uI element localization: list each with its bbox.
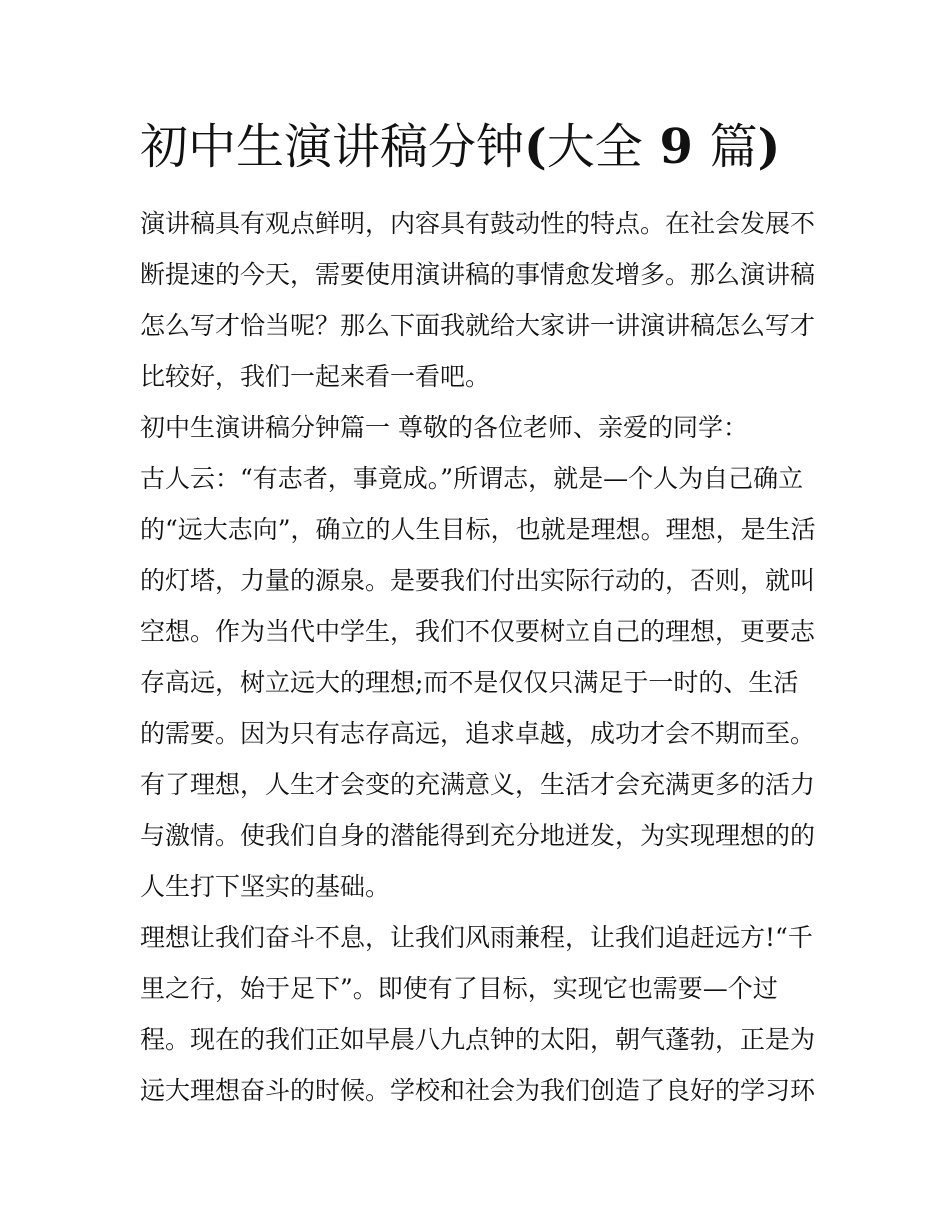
text-line: 断提速的今天，需要使用演讲稿的事情愈发增多。那么演讲稿 <box>140 260 816 289</box>
text-line: 里之行，始于足下”。即使有了目标，实现它也需要—个过 <box>140 974 778 1003</box>
text-line: 的需要。因为只有志存高远，追求卓越，成功才会不期而至。 <box>140 719 816 748</box>
text-line: 比较好，我们一起来看一看吧。 <box>140 362 491 391</box>
text-line: 的“远大志向”，确立的人生目标，也就是理想。理想，是生活 <box>140 515 816 544</box>
text-line: 有了理想，人生才会变的充满意义，生活才会充满更多的活力 <box>140 770 816 799</box>
text-line: 理想让我们奋斗不息，让我们风雨兼程，让我们追赶远方!“千 <box>140 923 813 952</box>
text-line: 与激情。使我们自身的潜能得到充分地迸发，为实现理想的的 <box>140 821 816 850</box>
title-paren-open: ( <box>524 119 547 175</box>
body-text <box>140 198 830 1116</box>
text-line: 空想。作为当代中学生，我们不仅要树立自己的理想，更要志 <box>140 617 816 646</box>
title-number: 9 <box>642 119 710 175</box>
title-text-post: 篇 <box>709 119 758 175</box>
text-line: 程。现在的我们正如早晨八九点钟的太阳，朝气蓬勃，正是为 <box>140 1025 816 1054</box>
title-text-pre: 初中生演讲稿分钟 <box>140 119 525 175</box>
title-paren-close: ) <box>757 119 781 175</box>
text-line: 远大理想奋斗的时候。学校和社会为我们创造了良好的学习环 <box>140 1076 816 1105</box>
title-text-mid: 大全 <box>546 119 643 175</box>
text-line: 演讲稿具有观点鲜明，内容具有鼓动性的特点。在社会发展不 <box>140 209 816 238</box>
text-line: 古人云：“有志者，事竟成。”所谓志，就是—个人为自己确立 <box>140 464 804 493</box>
page-title <box>140 112 780 182</box>
text-line: 存高远，树立远大的理想;而不是仅仅只满足于一时的、生活 <box>140 668 799 697</box>
text-line: 初中生演讲稿分钟篇一 尊敬的各位老师、亲爱的同学： <box>140 413 748 442</box>
text-line: 的灯塔，力量的源泉。是要我们付出实际行动的，否则，就叫 <box>140 566 816 595</box>
text-line: 怎么写才恰当呢？那么下面我就给大家讲一讲演讲稿怎么写才 <box>140 311 816 340</box>
text-line: 人生打下坚实的基础。 <box>140 872 391 901</box>
